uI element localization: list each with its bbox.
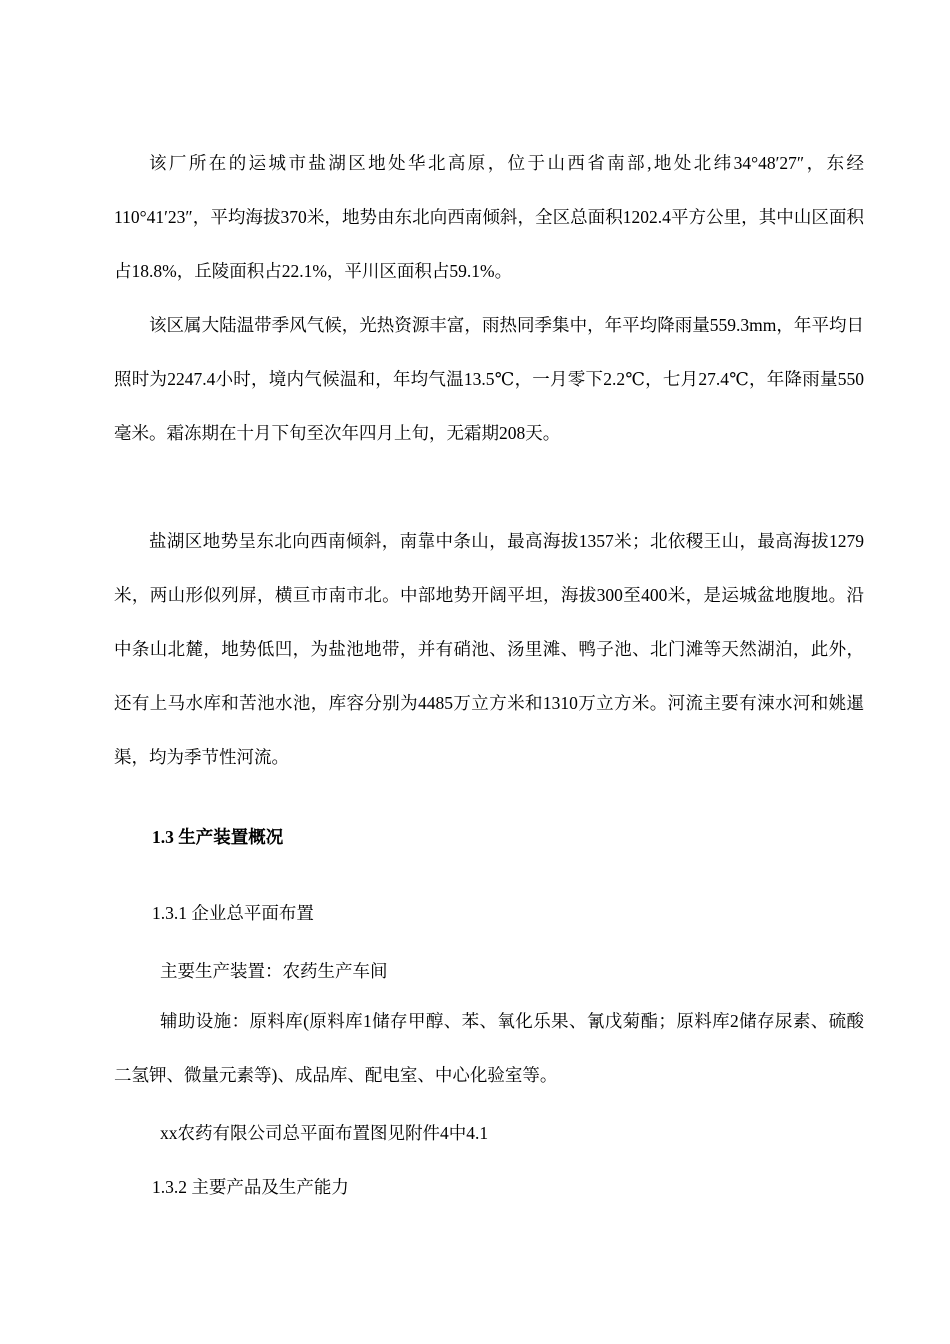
- section-heading: 1.3 生产装置概况: [152, 827, 284, 847]
- subsection-heading-layout: 1.3.1 企业总平面布置: [152, 903, 314, 923]
- paragraph-climate: 该区属大陆温带季风气候，光热资源丰富，雨热同季集中，年平均降雨量559.3mm，年平均日照时为2247.4小时，境内气候温和，年均气温13.5℃，一月零下2.2℃，七月27.4℃，年降雨量550毫米。霜冻期在十月下旬至次年四月上旬，无霜期208天。: [114, 315, 864, 443]
- paragraph-terrain: 盐湖区地势呈东北向西南倾斜，南靠中条山，最高海拔1357米；北依稷王山，最高海拔1279米，两山形似列屏，横亘市南市北。中部地势开阔平坦，海拔300至400米，是运城盆地腹地。沿中条山北麓，地势低凹，为盐池地带，并有硝池、汤里滩、鸭子池、北门滩等天然湖泊，此外，还有上马水库和苦池水池，库容分别为4485万立方米和1310万立方米。河流主要有涑水河和姚暹渠，均为季节性河流。: [114, 531, 864, 767]
- layout-note-line: xx农药有限公司总平面布置图见附件4中4.1: [160, 1123, 489, 1143]
- subsection-heading-products: 1.3.2 主要产品及生产能力: [152, 1177, 349, 1197]
- auxiliary-facilities-paragraph: 辅助设施：原料库(原料库1储存甲醇、苯、氧化乐果、氰戊菊酯；原料库2储存尿素、硫酸二氢钾、微量元素等)、成品库、配电室、中心化验室等。: [114, 1011, 864, 1085]
- paragraph-location: 该厂所在的运城市盐湖区地处华北高原，位于山西省南部,地处北纬34°48′27″，东经110°41′23″，平均海拔370米，地势由东北向西南倾斜，全区总面积1202.4平方公里，其中山区面积占18.8%，丘陵面积占22.1%，平川区面积占59.1%。: [114, 153, 864, 281]
- main-device-line: 主要生产装置：农药生产车间: [160, 961, 388, 981]
